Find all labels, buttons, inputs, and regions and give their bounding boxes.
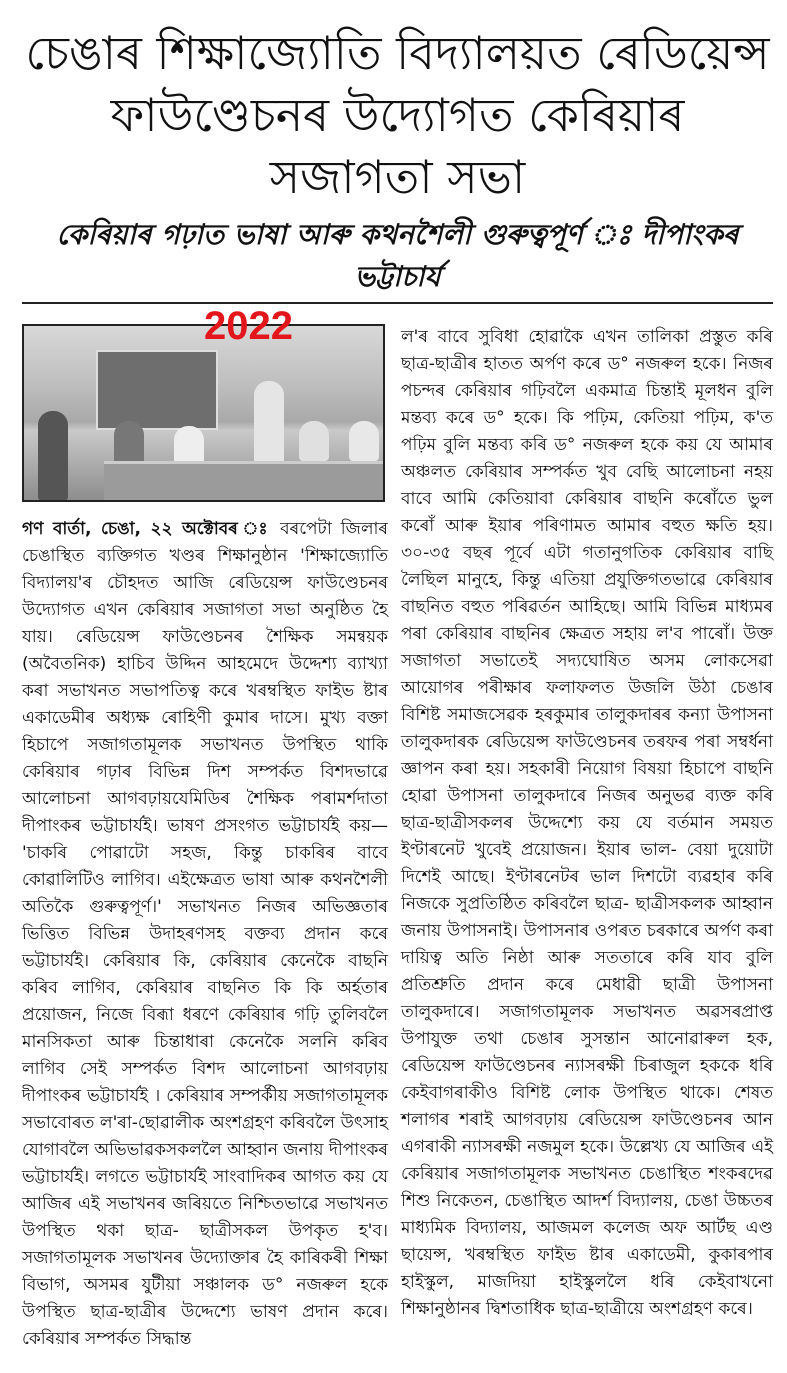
article-line: সজাগতা সভাতেই সদ্যঘোষিত অসম লোকসেৱা xyxy=(401,651,773,671)
person xyxy=(349,421,379,461)
article-line: হিচাপে সজাগতামূলক সভাখনত উপস্থিত থাকি xyxy=(22,735,388,755)
stage-table xyxy=(104,461,385,502)
article-line: সঞ্চালক ড° নজৰুল হকে উপস্থিত ছাত্ৰ-ছাত্ৰীৰ xyxy=(22,1275,389,1322)
article-line: বৰপেটা জিলাৰ xyxy=(280,519,388,539)
article-line: ছাত্ৰ-ছাত্ৰীৰ হাতত অৰ্পণ কৰে ড° নজৰুল হকে। নিজৰ xyxy=(401,354,773,374)
article-line: শেষত শলাগৰ শৰাই আগবঢ়ায় ৰেডিয়েন্স ফাউণ্ডেচনৰ xyxy=(401,1083,773,1130)
article-line: আজিৰ এই কেৰিয়াৰ সজাগতামূলক সভাখনত xyxy=(401,1137,773,1184)
article-line: মানসিকতা আৰু চিন্তাধাৰা কেনেকৈ সলনি কৰিব xyxy=(22,1032,388,1052)
year-stamp: 2022 xyxy=(204,304,293,348)
article-line: ছাত্ৰী উপাসনা তালুকদাৰে। সজাগতামূলক সভাখনত xyxy=(401,975,774,1022)
speaker xyxy=(254,381,284,466)
article-line: পচন্দৰ কেৰিয়াৰ গঢ়িবলৈ একমাত্ৰ চিন্তাই মূলধন বুলি xyxy=(401,381,773,401)
article-column-right xyxy=(401,324,773,1323)
article-line: ধৰি কেইবাগৰাকীও বিশিষ্ট লোক উপস্থিত থাকে। xyxy=(401,1056,774,1103)
article-line: বিদ্যালয়, চেঙা উচ্চতৰ মাধ্যমিক বিদ্যালয়, আজমল xyxy=(401,1191,774,1238)
article-line: একাডেমীৰ অধ্যক্ষ ৰোহিণী কুমাৰ দাসে। মুখ্য বক্তা xyxy=(22,708,388,728)
article-line: ছাত্ৰীসকলক আহ্বান জনায় উপাসনাই। উপাসনাৰ xyxy=(401,894,774,941)
article-line: কৰা সভাখনত সভাপতিত্ব কৰে খৰম্বস্থিত ফাইভ ষ্টাৰ xyxy=(22,681,388,701)
article-line: লাগিব সেই সম্পৰ্কত বিশদ আলোচনা আগবঢ়ায় xyxy=(22,1059,388,1079)
article-line: (অবৈতনিক) হাচিব উদ্দিন আহমেদে উদ্দেশ্য ব্যাখ্যা xyxy=(22,654,388,674)
article-line: যায়। ৰেডিয়েন্স ফাউণ্ডেচনৰ শৈক্ষিক সমন্বয়ক xyxy=(22,627,388,647)
headline-line-2: ফাউণ্ডেচনৰ উদ্যোগত কেৰিয়াৰ সজাগতা সভা xyxy=(110,88,685,204)
article-line: বিশিষ্ট সমাজসেৱক হৰকুমাৰ তালুকদাৰৰ কন্যা xyxy=(401,705,711,725)
article-line: বৰ্তমান সময়ত ইণ্টাৰনেট খুবেই প্ৰয়োজন। ইয়াৰ ভাল- xyxy=(401,813,773,860)
article-line: কৰিব লাগিব, কেৰিয়াৰ বাছনিত কি কি অৰ্হতাৰ xyxy=(22,978,388,998)
article-line: উপাসনা তালুকদাৰক ৰেডিয়েন্স ফাউণ্ডেচনৰ তৰফৰ xyxy=(401,705,773,752)
article-text-left xyxy=(22,516,388,1353)
article-line: কৰোঁ আৰু ইয়াৰ পৰিণামত আমাৰ বহুত ক্ষতি হয়। xyxy=(401,516,773,536)
photo-block xyxy=(22,304,388,502)
article-line: হিচাপে বাছনি হোৱা উপাসনা তালুকদাৰে নিজৰ xyxy=(401,759,773,806)
article-line: পৰা সম্বৰ্ধনা জ্ঞাপন কৰা হয়। সহকাৰী নিয়োগ বিষয়া xyxy=(401,732,774,779)
article-line: দীপাংকৰ ভট্টাচাৰ্যই। ভাষণ প্ৰসংগত ভট্টাচাৰ্যই কয়— xyxy=(22,816,388,836)
headline-line-1: চেঙাৰ শিক্ষাজ্যোতি বিদ্যালয়ত ৰেডিয়েন্স xyxy=(25,26,770,80)
article-line: কোৱালিটিও লাগিব। এইক্ষেত্ৰত ভাষা আৰু xyxy=(22,870,314,890)
article-line: ল'ৰ বাবে সুবিধা হোৱাকৈ এখন তালিকা প্ৰস্তুত কৰি xyxy=(401,327,773,347)
dateline: গণ বাৰ্তা, চেঙা, ২২ অক্টোবৰ ঃ xyxy=(22,519,272,539)
article-line: উদ্যোগত এখন কেৰিয়াৰ সজাগতা সভা অনুষ্ঠিত হৈ xyxy=(22,600,388,620)
article-line: সজাগতামূলক সভাবোৰত ল'ৰা-ছোৱালীক অংশগ্ৰহণ xyxy=(22,1086,389,1133)
article-column-left xyxy=(22,304,389,1353)
article-line: চেঙাস্থিত ব্যক্তিগত খণ্ডৰ শিক্ষানুষ্ঠান 'শিক্ষাজ্যোতি xyxy=(22,546,388,566)
article-body xyxy=(22,304,774,1353)
article-line: বিদ্যালয়'ৰ চৌহদত আজি ৰেডিয়েন্স ফাউণ্ডেচনৰ xyxy=(22,573,388,593)
article-line: কথনশৈলী অতিকৈ গুৰুত্বপূৰ্ণ।' সভাখনত নিজৰ xyxy=(22,870,389,917)
article-line: আলোচনা আগবঢ়ায়যেমিডিৰ শৈক্ষিক পৰামৰ্শদাতা xyxy=(22,789,388,809)
article-line: অংশগ্ৰহণ কৰে। xyxy=(649,1299,753,1319)
article-line: ৩০-৩৫ বছৰ পূৰ্বে এটা গতানুগতিক কেৰিয়াৰ বাছি xyxy=(401,543,773,563)
article-line: 'চাকৰি পোৱাটো সহজ, কিন্তু চাকৰিৰ বাবে xyxy=(22,843,388,863)
person xyxy=(299,421,329,461)
article-line: অৱসৰপ্ৰাপ্ত উপাযুক্ত তথা চেঙাৰ সুসন্তান আনোৱাৰুল xyxy=(401,1002,773,1049)
article-line: কৰে ভট্টাচাৰ্যই। কেৰিয়াৰ কি, কেৰিয়াৰ কেনেকৈ বাছনি xyxy=(22,924,388,971)
article-line: সততাৰে কৰি যাব বুলি প্ৰতিশ্ৰুতি প্ৰদান কৰে মেধাৱী xyxy=(401,948,774,995)
article-line: মন্তব্য কৰে ড° হকে। কি পঢ়িম, কেতিয়া পঢ়িম, ক'ত xyxy=(401,408,773,428)
article-line: চেঙাস্থিত শংকৰদেৱ শিশু নিকেতন, চেঙাস্থিত আদৰ্শ xyxy=(401,1164,774,1211)
article-line: বাছনিত বহুত পৰিৱৰ্তন আহিছে। আমি বিভিন্ন মাধ্যমৰ xyxy=(401,597,773,617)
person xyxy=(38,411,68,501)
article-line: প্ৰয়োজন, নিজে বিৰূা ধৰণে কেৰিয়াৰ গঢ়ি তুলিবলৈ xyxy=(22,1005,388,1025)
article-line: উদ্দেশ্যে ভাষণ প্ৰদান কৰে। কেৰিয়াৰ সম্পৰ্কত সিদ্ধান্ত xyxy=(22,1302,388,1349)
article-line: জৰিয়তে নিশ্চিতভাৱে সভাখনত উপস্থিত থকা ছাত্ৰ- xyxy=(22,1194,388,1241)
article-line: লৈছিল মানুহে, কিন্তু এতিয়া প্ৰযুক্তিগতভাৱে কেৰিয়াৰ xyxy=(401,570,773,590)
article-line: আন এগৰাকী ন্যাসৰক্ষী নজমুল হকে। উল্লেখ্য যে xyxy=(401,1110,774,1157)
event-photo xyxy=(22,324,385,502)
article-line: পঢ়িম বুলি মন্তব্য কৰি ড° নজৰুল হকে কয় যে আমাৰ xyxy=(401,435,773,455)
article-line: কলেজ অফ আৰ্টছ এণ্ড ছায়েন্স, খৰম্বস্থিত ফাইভ ষ্টাৰ xyxy=(401,1218,774,1265)
article-line: বাবে আমি কেতিয়াবা কেৰিয়াৰ বাছনি কৰোঁতে ভুল xyxy=(401,489,773,509)
article-line: দীপাংকৰ ভট্টাচাৰ্যই । কেৰিয়াৰ সম্পৰ্কীয় xyxy=(22,1086,288,1106)
article-line: ছাত্ৰীসকল উপকৃত হ'ব। সজাগতামূলক সভাখনৰ xyxy=(22,1221,389,1268)
article-line: একাডেমী, কুকাৰপাৰ হাইস্কুল, মাজদিয়া হাইস্কুললৈ xyxy=(401,1245,774,1292)
article-line: হক, ৰেডিয়েন্স ফাউণ্ডেচনৰ ন্যাসৰক্ষী চিৰাজুল হককে xyxy=(401,1029,773,1076)
article-line: সাংবাদিকৰ আগত কয় যে আজিৰ এই সভাখনৰ xyxy=(22,1167,389,1214)
article-line: আহ্বান জনায় দীপাংকৰ ভট্টাচাৰ্যই। লগতে ভট্টাচাৰ্যই xyxy=(22,1140,388,1187)
subheadline: কেৰিয়াৰ গঢ়াত ভাষা আৰু কথনশৈলী গুৰুত্বপূৰ্ণ ঃ দীপাংকৰ ভট্টাচাৰ্য xyxy=(22,214,773,304)
article-line: অভিজ্ঞতাৰ ভিত্তিত বিভিন্ন উদাহৰণসহ বক্তব্য প্ৰদান xyxy=(22,897,388,944)
article-line: আয়োগৰ পৰীক্ষাৰ ফলাফলত উজলি উঠা চেঙাৰ xyxy=(401,678,773,698)
article-line: পৰা কেৰিয়াৰ বাছনিৰ ক্ষেত্ৰত সহায় ল'ব পাৰোঁ। উক্ত xyxy=(401,624,773,644)
article-line: ওপৰত চৰকাৰে অৰ্পণ কৰা দায়িত্ব অতি নিষ্ঠা আৰু xyxy=(401,921,774,968)
article-line: ব্যৱহাৰ কৰি নিজকে সুপ্ৰতিষ্ঠিত কৰিবলৈ ছাত্ৰ- xyxy=(401,867,773,914)
article-line: অনুভৱ ব্যক্ত কৰি ছাত্ৰ-ছাত্ৰীসকলৰ উদ্দেশ্যে কয় যে xyxy=(401,786,774,833)
article-line: অঞ্চলত কেৰিয়াৰ সম্পৰ্কত খুব বেছি আলোচনা নহয় xyxy=(401,462,773,482)
article-line: বেয়া দুয়োটা দিশেই আছে। ইণ্টাৰনেটৰ ভাল দিশটো xyxy=(401,840,774,887)
event-banner xyxy=(96,350,218,430)
article-line: ধৰি কেইবাখনো শিক্ষানুষ্ঠানৰ দ্বিশতাধিক ছাত্ৰ-ছাত্ৰীয়ে xyxy=(401,1272,774,1319)
article-line: কেৰিয়াৰ গঢ়াৰ বিভিন্ন দিশ সম্পৰ্কত বিশদভাৱে xyxy=(22,762,388,782)
article-line: উদ্যোক্তাৰ হৈ কাৰিকৰী শিক্ষা বিভাগ, অসমৰ যুটীয়া xyxy=(22,1248,389,1295)
article-line: কৰিবলৈ উৎসাহ যোগাবলৈ অভিভাৱকসকললৈ xyxy=(22,1113,389,1160)
